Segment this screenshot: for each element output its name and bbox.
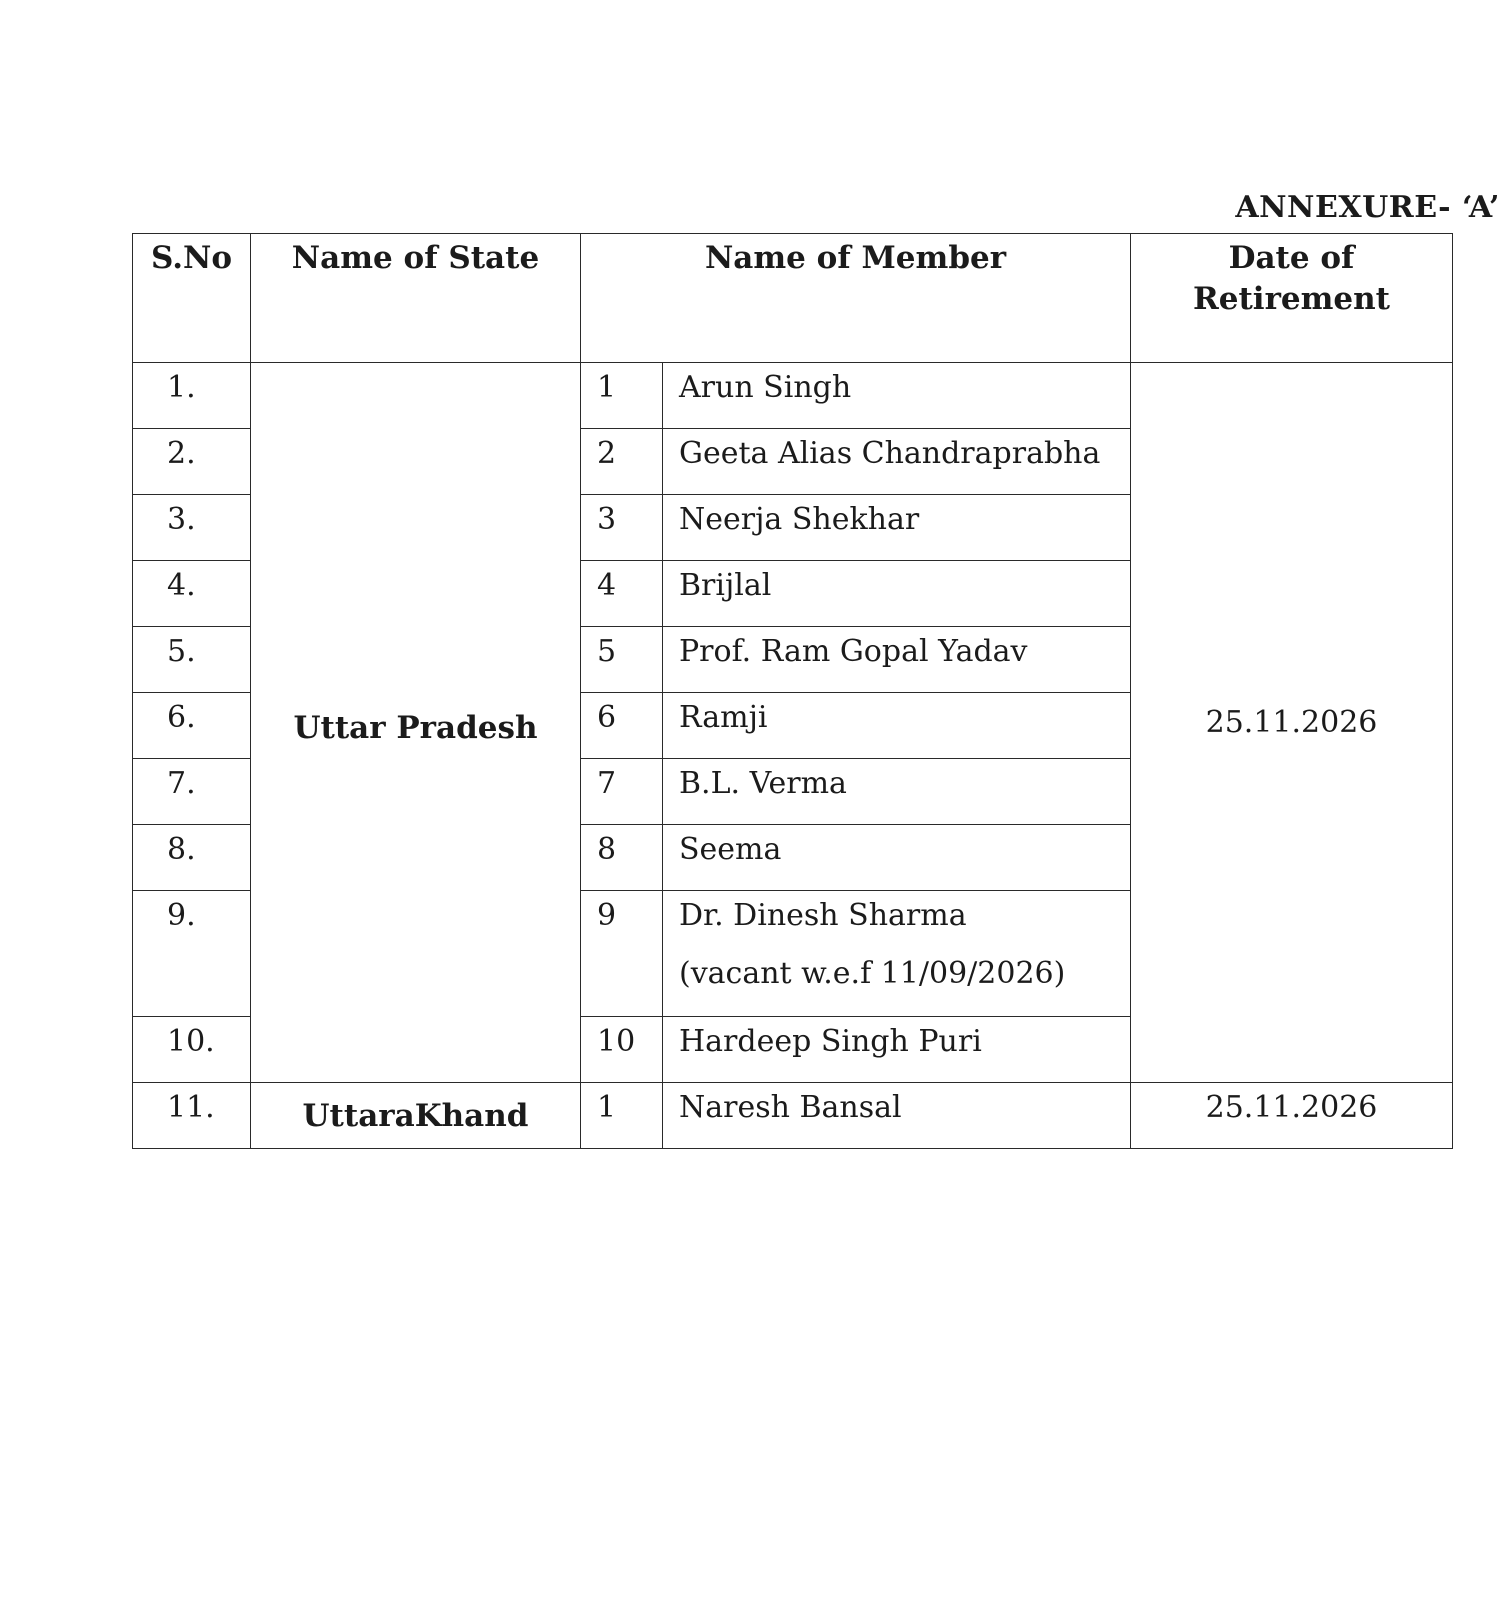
serial-number: 8. (133, 825, 251, 891)
member-number: 4 (581, 561, 663, 627)
member-number: 8 (581, 825, 663, 891)
serial-number: 4. (133, 561, 251, 627)
serial-number: 5. (133, 627, 251, 693)
member-name: Seema (663, 825, 1131, 891)
member-name: Naresh Bansal (663, 1083, 1131, 1149)
header-date: Date of Retirement (1131, 234, 1453, 363)
state-name: UttaraKhand (251, 1083, 581, 1149)
retirement-date: 25.11.2026 (1131, 363, 1453, 1083)
member-number: 2 (581, 429, 663, 495)
member-name: Brijlal (663, 561, 1131, 627)
member-number: 9 (581, 891, 663, 1017)
serial-number: 10. (133, 1017, 251, 1083)
table-row (133, 363, 1453, 429)
retirement-date: 25.11.2026 (1131, 1083, 1453, 1149)
member-name: Neerja Shekhar (663, 495, 1131, 561)
serial-number: 1. (133, 363, 251, 429)
header-member: Name of Member (581, 234, 1131, 363)
serial-number: 9. (133, 891, 251, 1017)
table-row (133, 1083, 1453, 1149)
member-number: 10 (581, 1017, 663, 1083)
member-number: 1 (581, 363, 663, 429)
header-sno: S.No (133, 234, 251, 363)
member-name: Ramji (663, 693, 1131, 759)
vacancy-note: (vacant w.e.f 11/09/2026) (679, 956, 1066, 991)
header-state: Name of State (251, 234, 581, 363)
serial-number: 7. (133, 759, 251, 825)
serial-number: 2. (133, 429, 251, 495)
member-number: 1 (581, 1083, 663, 1149)
member-name: Geeta Alias Chandraprabha (663, 429, 1131, 495)
member-name-cell (663, 891, 1131, 1017)
member-name: Prof. Ram Gopal Yadav (663, 627, 1131, 693)
member-name: Dr. Dinesh Sharma (679, 898, 967, 933)
member-number: 5 (581, 627, 663, 693)
member-name: Arun Singh (663, 363, 1131, 429)
header-row (133, 234, 1453, 363)
member-number: 3 (581, 495, 663, 561)
annexure-label: ANNEXURE- ‘A’ (1235, 190, 1500, 225)
state-name: Uttar Pradesh (251, 363, 581, 1083)
member-name: Hardeep Singh Puri (663, 1017, 1131, 1083)
serial-number: 11. (133, 1083, 251, 1149)
member-name: B.L. Verma (663, 759, 1131, 825)
member-number: 7 (581, 759, 663, 825)
members-table (132, 233, 1453, 1149)
member-number: 6 (581, 693, 663, 759)
serial-number: 3. (133, 495, 251, 561)
serial-number: 6. (133, 693, 251, 759)
